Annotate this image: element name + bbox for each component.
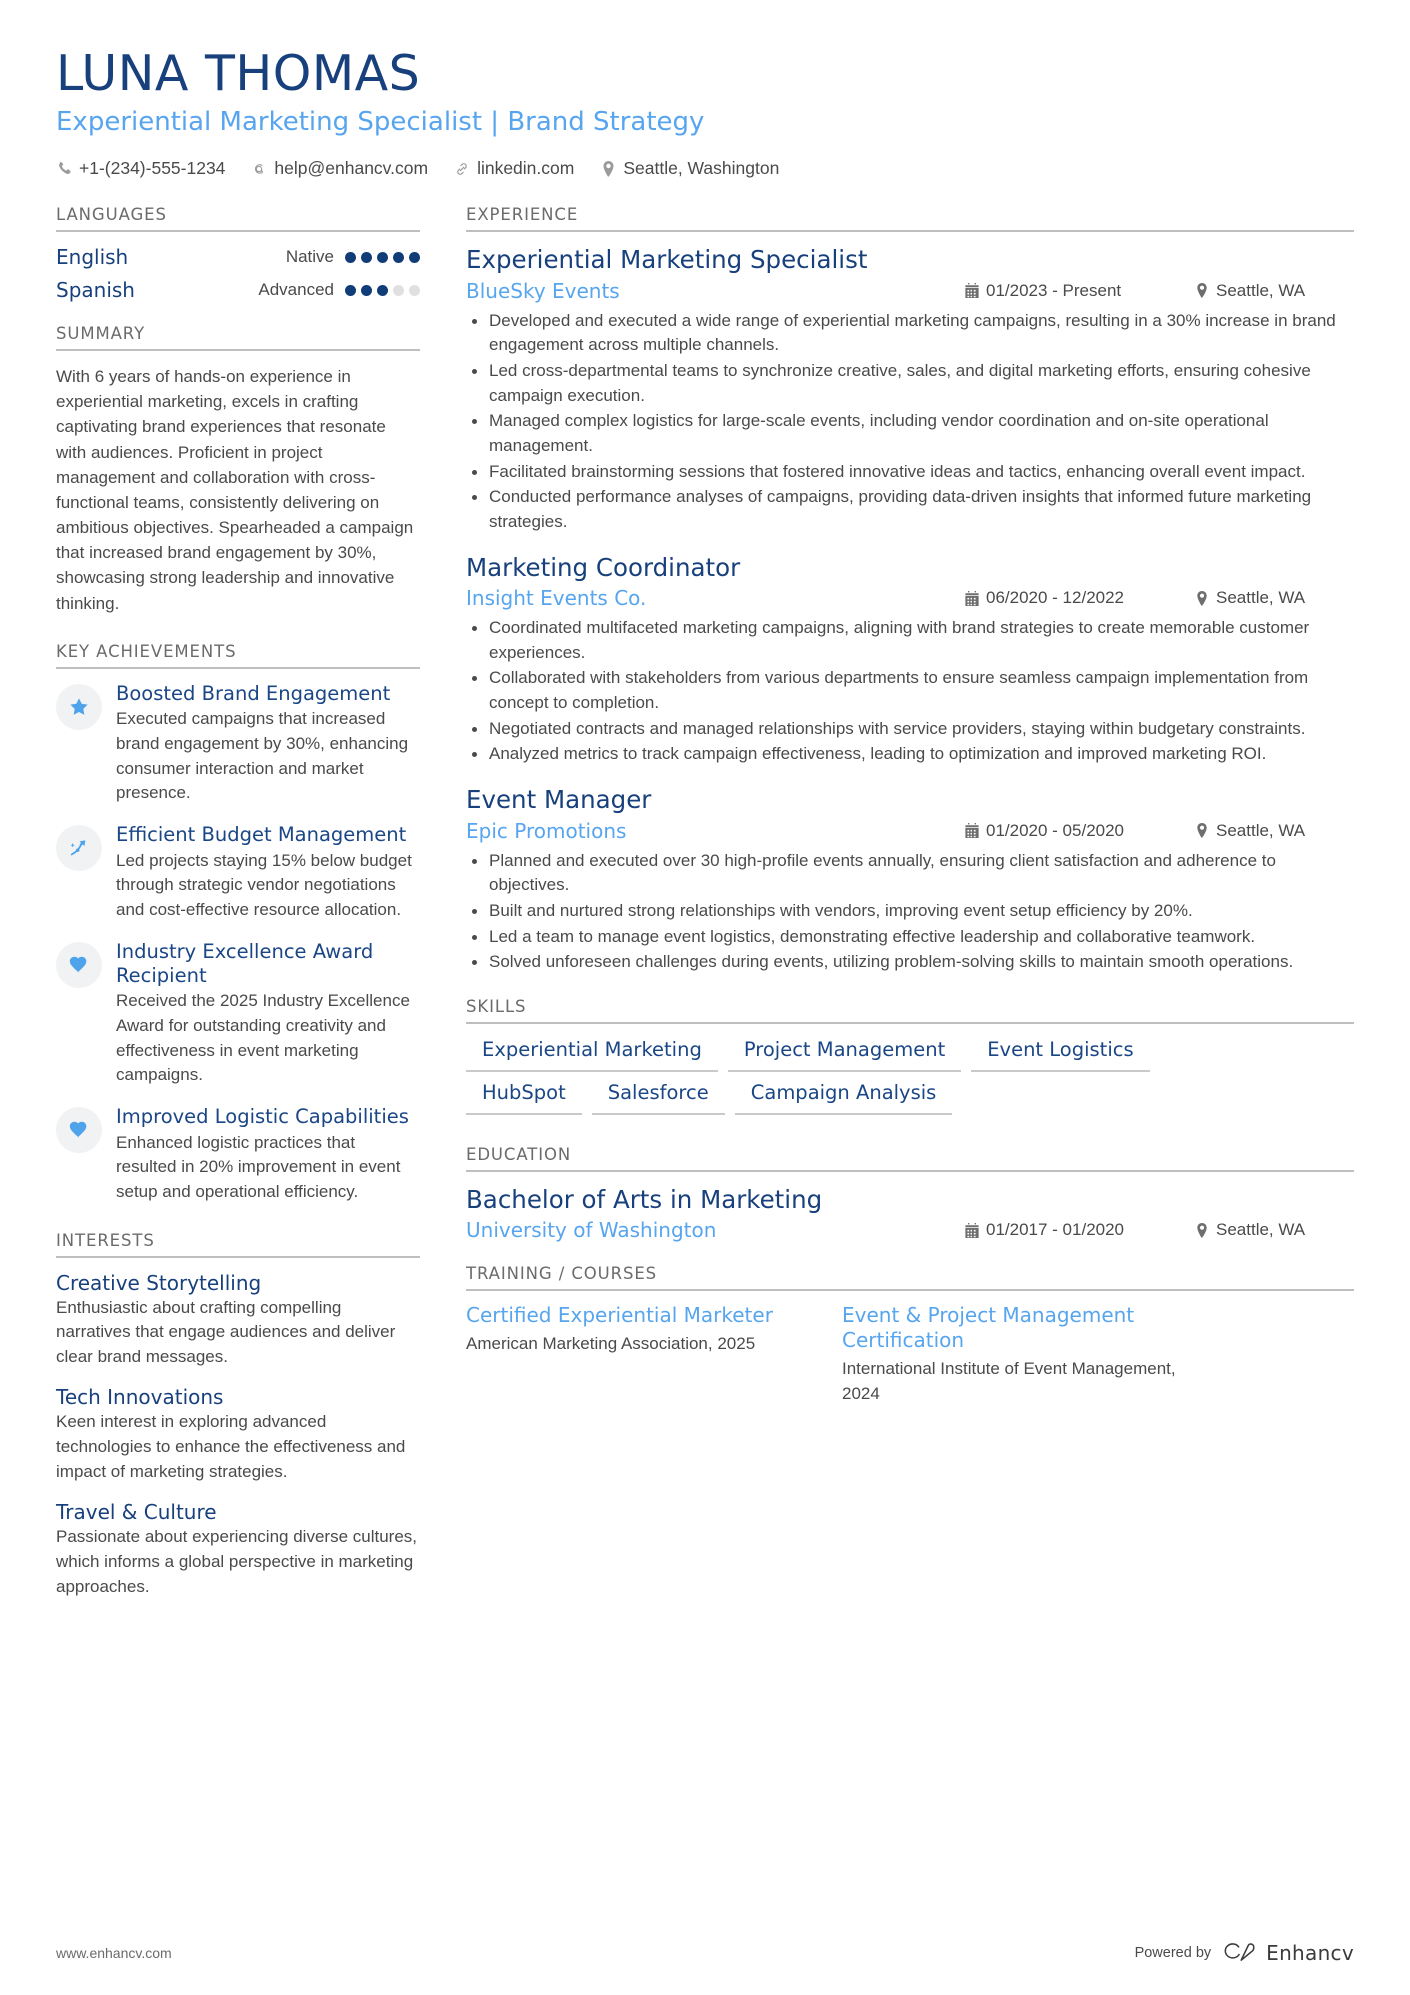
job-title: Event Manager [466,784,652,814]
job-date-text: 06/2020 - 12/2022 [986,588,1125,608]
education-date [964,1220,1194,1240]
job-bullet: Built and nurtured strong relationships with vendors, improving event setup efficiency by 20%. [466,899,1354,924]
job-company: Insight Events Co. [466,586,647,611]
language-level: Native [285,247,334,267]
language-rating [345,252,420,263]
job-bullet: Managed complex logistics for large-scale events, including vendor coordination and on-site operational management. [466,409,1354,458]
job-location [1194,588,1354,608]
enhancv-mark-icon [1224,1942,1258,1964]
job-bullet: Facilitated brainstorming sessions that fostered innovative ideas and tactics, enhancing overall event impact. [466,460,1354,485]
job-location [1194,821,1354,841]
achievement-item [56,1105,420,1205]
section-heading-experience: EXPERIENCE [466,205,1354,232]
section-languages [56,205,420,302]
heart-icon [56,942,102,988]
calendar-icon [964,823,979,839]
job-company: Epic Promotions [466,818,627,843]
experience-item [466,785,1354,975]
section-education [466,1145,1354,1243]
job-bullets [466,849,1354,975]
job-bullet: Conducted performance analyses of campaigns, providing data-driven insights that informed future marketing strategies. [466,485,1354,534]
job-bullet: Negotiated contracts and managed relationships with service providers, staying within budgetary constraints. [466,717,1354,742]
calendar-icon [964,283,979,299]
achievement-desc: Enhanced logistic practices that resulted in 20% improvement in event setup and operational efficiency. [116,1132,401,1201]
achievement-title: Improved Logistic Capabilities [116,1104,409,1128]
contact-row [56,158,1354,179]
heart-icon [56,1107,102,1153]
location-pin-icon [1194,823,1209,839]
training-item [466,1303,806,1406]
job-title: Experiential Marketing Specialist [466,245,868,275]
job-bullets [466,309,1354,535]
education-item [466,1185,1354,1243]
language-name: Spanish [56,278,135,303]
section-experience [466,205,1354,975]
job-meta [466,586,1354,610]
contact-location [600,158,779,179]
sidebar [56,205,420,1615]
page-title: LUNA THOMAS [56,45,421,102]
job-location [1194,281,1354,301]
job-date-text: 01/2020 - 05/2020 [986,820,1125,840]
language-rating [345,285,420,296]
job-title: Marketing Coordinator [466,552,741,582]
interest-item [56,1271,420,1370]
job-date-text: 01/2023 - Present [986,280,1122,300]
job-bullet: Collaborated with stakeholders from various departments to ensure seamless campaign implementation from concept to completion. [466,666,1354,715]
training-name: Event & Project Management Certification [842,1303,1135,1353]
interest-item [56,1500,420,1599]
achievement-desc: Received the 2025 Industry Excellence Award for outstanding creativity and effectiveness in event marketing campaigns. [116,991,410,1085]
job-location-text: Seattle, WA [1216,588,1306,608]
achievement-desc: Led projects staying 15% below budget through strategic vendor negotiations and cost-effective resource allocation. [116,850,412,920]
skill-tag: HubSpot [466,1075,582,1115]
interest-title: Travel & Culture [56,1500,217,1525]
job-location-text: Seattle, WA [1216,820,1306,840]
interest-desc: Keen interest in exploring advanced technologies to enhance the effectiveness and impact of marketing strategies. [56,1412,406,1481]
job-bullet: Coordinated multifaceted marketing campaigns, aligning with brand strategies to create memorable customer experiences. [466,616,1354,665]
skill-tag: Event Logistics [971,1032,1149,1072]
education-degree: Bachelor of Arts in Marketing [466,1184,823,1214]
skill-tag: Salesforce [592,1075,725,1115]
training-org: International Institute of Event Management, 2024 [842,1359,1176,1404]
job-date [964,588,1194,608]
contact-phone-text: +1-(234)-555-1234 [79,158,226,179]
contact-email-text: help@enhancv.com [274,158,429,179]
contact-linkedin[interactable] [454,158,574,179]
job-company: BlueSky Events [466,278,620,303]
job-bullets [466,616,1354,767]
resume-header [56,45,1354,179]
job-bullet: Developed and executed a wide range of experiential marketing campaigns, resulting in a 30% increase in brand engagement across multiple channels. [466,309,1354,358]
contact-location-text: Seattle, Washington [623,158,780,179]
job-date [964,821,1194,841]
footer-website[interactable]: www.enhancv.com [56,1945,172,1961]
training-org: American Marketing Association, 2025 [466,1334,756,1354]
powered-by-label: Powered by [1134,1945,1212,1961]
footer-brand [1135,1941,1354,1965]
enhancv-logo [1224,1941,1354,1965]
section-heading-summary: SUMMARY [56,324,420,351]
achievement-title: Industry Excellence Award Recipient [116,939,374,987]
achievement-title: Efficient Budget Management [116,823,407,847]
section-interests [56,1231,420,1600]
trending-arrow-icon [56,825,102,871]
interest-desc: Enthusiastic about crafting compelling narratives that engage audiences and deliver clear brand messages. [56,1297,396,1366]
email-icon [251,161,267,177]
section-heading-interests: INTERESTS [56,1231,420,1258]
education-meta [466,1218,1354,1242]
skill-tag: Campaign Analysis [735,1075,953,1115]
calendar-icon [964,1222,979,1238]
achievement-desc: Executed campaigns that increased brand engagement by 30%, enhancing consumer interaction and market presence. [116,709,409,803]
job-bullet: Led a team to manage event logistics, demonstrating effective leadership and collaborative teamwork. [466,925,1354,950]
achievement-item [56,682,420,806]
training-name: Certified Experiential Marketer [466,1303,773,1328]
job-bullet: Solved unforeseen challenges during events, utilizing problem-solving skills to maintain smooth operations. [466,950,1354,975]
job-meta [466,819,1354,843]
section-heading-training: TRAINING / COURSES [466,1264,1354,1291]
achievement-item [56,823,420,923]
skill-tag: Experiential Marketing [466,1032,718,1072]
experience-item [466,553,1354,767]
language-item [56,278,420,302]
location-pin-icon [1194,283,1209,299]
star-icon [56,684,102,730]
contact-phone[interactable] [56,158,225,179]
section-summary [56,324,420,616]
experience-item [466,245,1354,534]
education-location [1194,1220,1354,1240]
section-key-achievements [56,642,420,1205]
job-date [964,281,1194,301]
language-level: Advanced [258,280,334,300]
interest-title: Tech Innovations [56,1385,224,1410]
achievement-title: Boosted Brand Engagement [116,681,391,705]
header-subtitle: Experiential Marketing Specialist | Brand Strategy [56,106,705,137]
job-bullet: Analyzed metrics to track campaign effectiveness, leading to optimization and improved marketing ROI. [466,742,1354,767]
skill-row [466,1075,1354,1115]
location-pin-icon [600,161,616,177]
interest-item [56,1385,420,1484]
job-bullet: Led cross-departmental teams to synchronize creative, sales, and digital marketing efforts, ensuring cohesive campaign execution. [466,359,1354,408]
calendar-icon [964,590,979,606]
skill-tag: Project Management [728,1032,961,1072]
link-icon [454,161,470,177]
enhancv-wordmark: Enhancv [1266,1941,1354,1965]
interest-desc: Passionate about experiencing diverse cultures, which informs a global perspective in marketing approaches. [56,1527,417,1596]
language-name: English [56,245,129,270]
interest-title: Creative Storytelling [56,1270,262,1295]
location-pin-icon [1194,590,1209,606]
section-skills [466,997,1354,1115]
section-heading-education: EDUCATION [466,1145,1354,1172]
section-heading-key-achievements: KEY ACHIEVEMENTS [56,642,420,669]
contact-email[interactable] [251,158,428,179]
job-bullet: Planned and executed over 30 high-profile events annually, ensuring client satisfaction and adherence to objectives. [466,849,1354,898]
summary-text: With 6 years of hands-on experience in experiential marketing, excels in crafting captivating brand experiences that resonate with audiences. Proficient in project management and collaboration with cross-functional teams, consistently delivering on ambitious objectives. Spearheaded a campaign that increased brand engagement by 30%, showcasing strong leadership and innovative thinking. [56,367,414,613]
education-date-text: 01/2017 - 01/2020 [986,1220,1125,1240]
training-item [842,1303,1182,1406]
education-location-text: Seattle, WA [1216,1220,1306,1240]
section-heading-languages: LANGUAGES [56,205,420,232]
section-heading-skills: SKILLS [466,997,1354,1024]
job-location-text: Seattle, WA [1216,280,1306,300]
language-item [56,245,420,269]
section-training [466,1264,1354,1406]
achievement-item [56,940,420,1088]
job-meta [466,279,1354,303]
education-school: University of Washington [466,1218,717,1243]
contact-linkedin-text: linkedin.com [477,158,575,179]
page-footer [56,1941,1354,1965]
location-pin-icon [1194,1222,1209,1238]
skill-row [466,1032,1354,1072]
phone-icon [56,161,72,177]
main-column [466,205,1354,1409]
